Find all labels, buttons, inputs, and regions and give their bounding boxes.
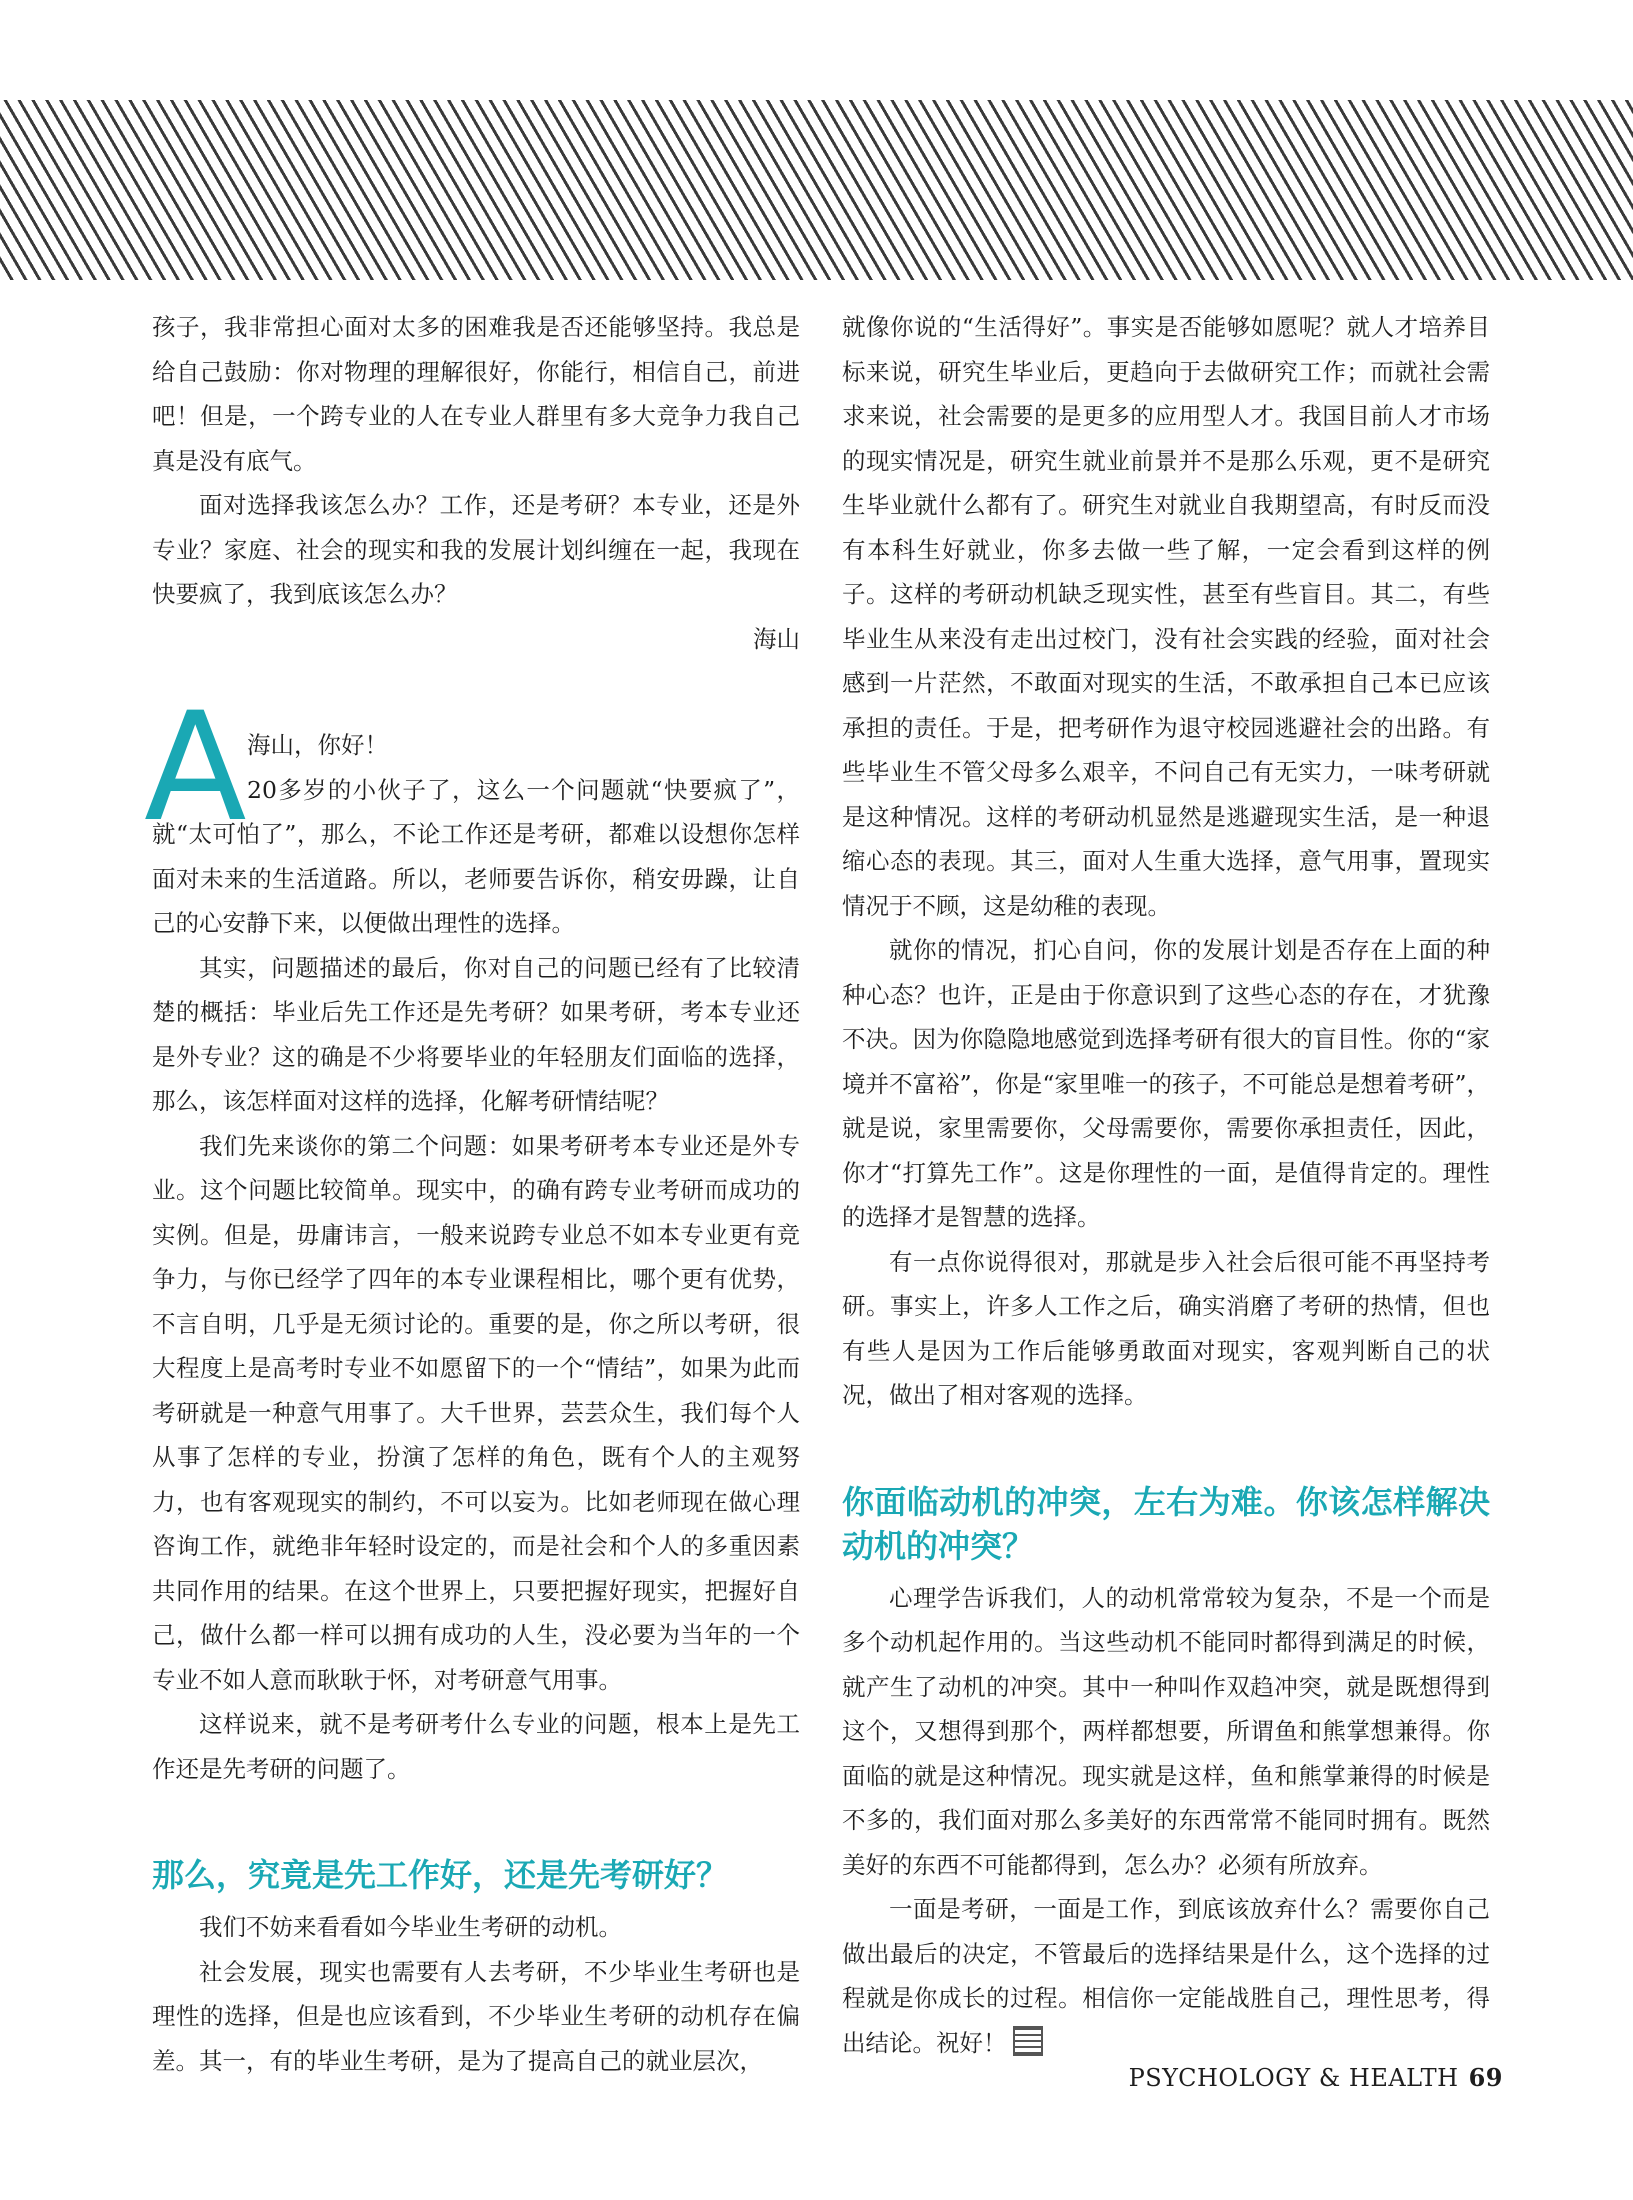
- body-paragraph: 就像你说的“生活得好”。事实是否能够如愿呢？就人才培养目标来说，研究生毕业后，更趋向于去做研究工作；而就社会需求来说，社会需要的是更多的应用型人才。我国目前人才市场的现实情况是，研究生就业前景并不是那么乐观，更不是研究生毕业就什么都有了。研究生对就业自我期望高，有时反而没有本科生好就业，你多去做一些了解，一定会看到这样的例子。这样的考研动机缺乏现实性，甚至有些盲目。其二，有些毕业生从来没有走出过校门，没有社会实践的经验，面对社会感到一片茫然，不敢面对现实的生活，不敢承担自己本已应该承担的责任。于是，把考研作为退守校园逃避社会的出路。有些毕业生不管父母多么艰辛，不问自己有无实力，一味考研就是这种情况。这样的考研动机显然是逃避现实生活，是一种退缩心态的表现。其三，面对人生重大选择，意气用事，置现实情况于不顾，这是幼稚的表现。: [842, 313, 1490, 920]
- answer-section: [144, 681, 800, 1791]
- answer-paragraph: 我们先来谈你的第二个问题：如果考研考本专业还是外专业。这个问题比较简单。现实中，的确有跨专业考研而成功的实例。但是，毋庸讳言，一般来说跨专业总不如本专业更有竞争力，与你已经学了四年的本专业课程相比，哪个更有优势，不言自明，几乎是无须讨论的。重要的是，你之所以考研，很大程度上是高考时专业不如愿留下的一个“情结”，如果为此而考研就是一种意气用事了。大千世界，芸芸众生，我们每个人从事了怎样的专业，扮演了怎样的角色，既有个人的主观努力，也有客观现实的制约，不可以妄为。比如老师现在做心理咨询工作，就绝非年轻时设定的，而是社会和个人的多重因素共同作用的结果。在这个世界上，只要把握好现实，把握好自己，做什么都一样可以拥有成功的人生，没必要为当年的一个专业不如人意而耿耿于怀，对考研意气用事。: [152, 1131, 800, 1694]
- closing-paragraph: [842, 1887, 1490, 2065]
- decorative-stripe-banner: [0, 100, 1633, 280]
- left-column: [144, 305, 800, 2083]
- page-footer: [1129, 2063, 1503, 2092]
- answer-greeting: 海山，你好！: [247, 731, 388, 759]
- section-heading: 那么，究竟是先工作好，还是先考研好？: [152, 1856, 729, 1894]
- answer-paragraph: 其实，问题描述的最后，你对自己的问题已经有了比较清楚的概括：毕业后先工作还是先考研？如果考研，考本专业还是外专业？这的确是不少将要毕业的年轻朋友们面临的选择，那么，该怎样面对这样的选择，化解考研情结呢？: [152, 953, 800, 1115]
- page-number: 69: [1468, 2063, 1503, 2092]
- answer-paragraph: 这样说来，就不是考研考什么专业的问题，根本上是先工作还是先考研的问题了。: [152, 1710, 800, 1783]
- closing-text: 一面是考研，一面是工作，到底该放弃什么？需要你自己做出最后的决定，不管最后的选择结果是什么，这个选择的过程就是你成长的过程。相信你一定能战胜自己，理性思考，得出结论。祝好！: [842, 1895, 1490, 2057]
- magazine-name: PSYCHOLOGY & HEALTH: [1128, 2064, 1459, 2092]
- body-paragraph: 社会发展，现实也需要有人去考研，不少毕业生考研也是理性的选择，但是也应该看到，不少毕业生考研的动机存在偏差。其一，有的毕业生考研，是为了提高自己的就业层次，: [152, 1957, 800, 2075]
- right-column: [842, 305, 1490, 2065]
- end-seal-icon: [1013, 2026, 1043, 2056]
- letter-paragraph: 面对选择我该怎么办？工作，还是考研？本专业，还是外专业？家庭、社会的现实和我的发展计划纠缠在一起，我现在快要疯了，我到底该怎么办？: [152, 491, 800, 608]
- body-paragraph: 就你的情况，扪心自问，你的发展计划是否存在上面的种种心态？也许，正是由于你意识到了这些心态的存在，才犹豫不决。因为你隐隐地感觉到选择考研有很大的盲目性。你的“家境并不富裕”，你是“家里唯一的孩子，不可能总是想着考研”，就是说，家里需要你，父母需要你，需要你承担责任，因此，你才“打算先工作”。这是你理性的一面，是值得肯定的。理性的选择才是智慧的选择。: [842, 936, 1490, 1231]
- body-paragraph: 心理学告诉我们，人的动机常常较为复杂，不是一个而是多个动机起作用的。当这些动机不能同时都得到满足的时候，就产生了动机的冲突。其中一种叫作双趋冲突，就是既想得到这个，又想得到那个，两样都想要，所谓鱼和熊掌想兼得。你面临的就是这种情况。现实就是这样，鱼和熊掌兼得的时候是不多的，我们面对那么多美好的东西常常不能同时拥有。既然美好的东西不可能都得到，怎么办？必须有所放弃。: [842, 1583, 1490, 1879]
- drop-cap: A: [144, 681, 247, 855]
- body-paragraph: 我们不妨来看看如今毕业生考研的动机。: [199, 1913, 622, 1941]
- answer-paragraph: 20多岁的小伙子了，这么一个问题就“快要疯了”，就“太可怕了”，那么，不论工作还是考研，都难以设想你怎样面对未来的生活道路。所以，老师要告诉你，稍安毋躁，让自己的心安静下来，以便做出理性的选择。: [152, 775, 800, 937]
- section-heading: 你面临动机的冲突，左右为难。你该怎样解决动机的冲突？: [842, 1482, 1490, 1565]
- letter-signature: 海山: [753, 624, 800, 653]
- body-paragraph: 有一点你说得很对，那就是步入社会后很可能不再坚持考研。事实上，许多人工作之后，确实消磨了考研的热情，但也有些人是因为工作后能够勇敢面对现实，客观判断自己的状况，做出了相对客观的选择。: [842, 1247, 1490, 1409]
- letter-paragraph: 孩子，我非常担心面对太多的困难我是否还能够坚持。我总是给自己鼓励：你对物理的理解很好，你能行，相信自己，前进吧！但是，一个跨专业的人在专业人群里有多大竞争力我自己真是没有底气。: [152, 313, 800, 475]
